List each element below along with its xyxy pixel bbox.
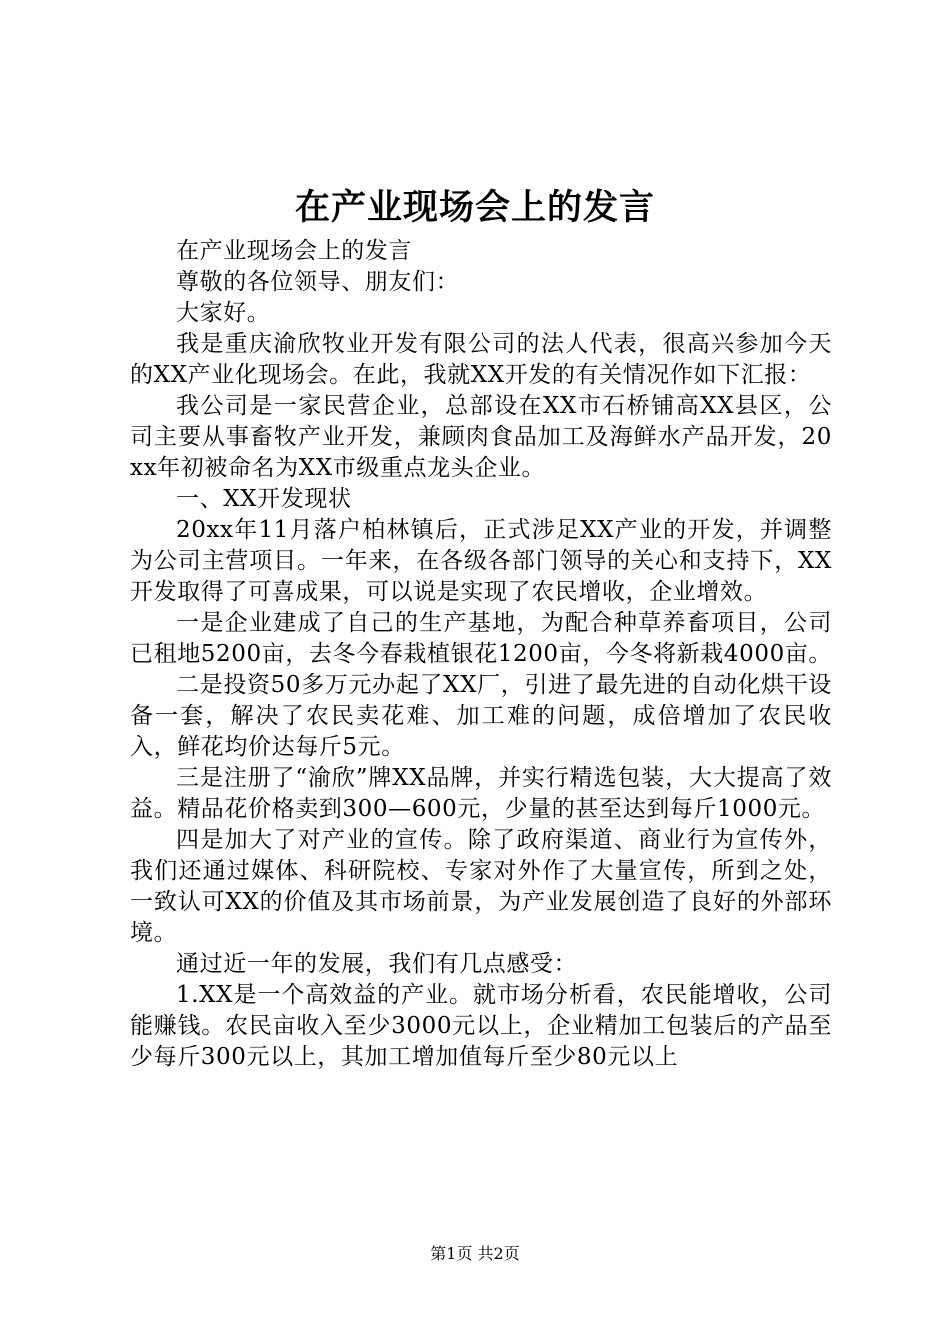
paragraph-introduction: 我是重庆渝欣牧业开发有限公司的法人代表，很高兴参加今天的XX产业化现场会。在此，我就XX开发的有关情况作如下汇报： bbox=[130, 331, 832, 388]
paragraph-point-two: 二是投资50多万元办起了XX厂，引进了最先进的自动化烘干设备一套，解决了农民卖花难、加工难的问题，成倍增加了农民收入，鲜花均价达每斤5元。 bbox=[130, 672, 832, 760]
paragraph-salutation: 尊敬的各位领导、朋友们： bbox=[176, 269, 460, 295]
paragraph-reflections-intro: 通过近一年的发展，我们有几点感受： bbox=[176, 951, 578, 977]
paragraph-company-profile: 我公司是一家民营企业，总部设在XX市石桥铺高XX县区，公司主要从事畜牧产业开发，兼顾肉食品加工及海鲜水产品开发，20xx年初被命名为XX市级重点龙头企业。 bbox=[130, 393, 832, 481]
document-body bbox=[130, 236, 832, 1073]
paragraph-point-four: 四是加大了对产业的宣传。除了政府渠道、商业行为宣传外，我们还通过媒体、科研院校、专家对外作了大量宣传，所到之处，一致认可XX的价值及其市场前景，为产业发展创造了良好的外部环境。 bbox=[130, 827, 832, 946]
paragraph-heading-repeat: 在产业现场会上的发言 bbox=[176, 238, 412, 264]
section-heading-status: 一、XX开发现状 bbox=[176, 486, 352, 512]
paragraph-point-three: 三是注册了“渝欣”牌XX品牌，并实行精选包装，大大提高了效益。精品花价格卖到300—600元，少量的甚至达到每斤1000元。 bbox=[130, 765, 832, 822]
page-footer: 第1页 共2页 bbox=[430, 1244, 520, 1263]
document-title: 在产业现场会上的发言 bbox=[294, 187, 655, 228]
paragraph-reflection-one: 1.XX是一个高效益的产业。就市场分析看，农民能增收，公司能赚钱。农民亩收入至少3000元以上，企业精加工包装后的产品至少每斤300元以上，其加工增加值每斤至少80元以上 bbox=[130, 982, 832, 1070]
paragraph-greeting: 大家好。 bbox=[176, 300, 271, 326]
paragraph-point-one: 一是企业建成了自己的生产基地，为配合种草养畜项目，公司已租地5200亩，去冬今春栽植银花1200亩，今冬将新栽4000亩。 bbox=[130, 610, 832, 667]
paragraph-status-overview: 20xx年11月落户柏林镇后，正式涉足XX产业的开发，并调整为公司主营项目。一年来，在各级各部门领导的关心和支持下，XX开发取得了可喜成果，可以说是实现了农民增收，企业增效。 bbox=[130, 517, 832, 605]
